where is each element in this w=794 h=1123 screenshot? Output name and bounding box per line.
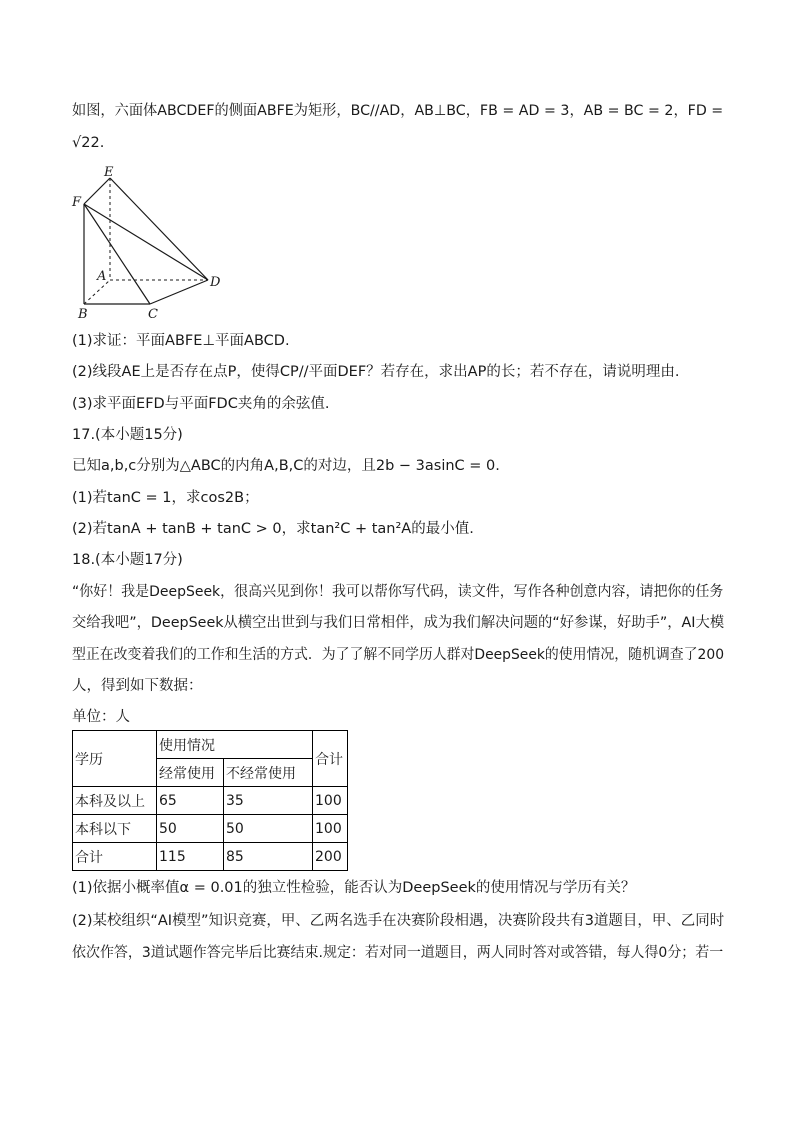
hexahedron-figure xyxy=(70,160,230,320)
table-cell: 本科以下 xyxy=(73,815,157,843)
table-cell: 115 xyxy=(157,843,224,871)
table-cell: 合计 xyxy=(73,843,157,871)
problem18-q1: (1)依据小概率值α = 0.01的独立性检验，能否认为DeepSeek的使用情况与学历有关？ xyxy=(72,880,636,896)
hexahedron-diagram xyxy=(70,160,230,320)
problem16-q1: (1)求证：平面ABFE⊥平面ABCD. xyxy=(72,333,290,349)
table-cell: 50 xyxy=(157,815,224,843)
subheader-frequent: 经常使用 xyxy=(157,759,224,787)
table-row xyxy=(73,787,348,815)
table-cell: 50 xyxy=(224,815,313,843)
table-header-row xyxy=(73,731,348,759)
problem17-q2: (2)若tanA + tanB + tanC > 0，求tan²C + tan²A的最小值. xyxy=(72,521,474,537)
label-B: B xyxy=(78,307,88,320)
problem16-intro-line1: 如图，六面体ABCDEF的侧面ABFE为矩形，BC//AD，AB⊥BC，FB = AD = 3，AB = BC = 2，FD = xyxy=(72,103,724,119)
header-usage: 使用情况 xyxy=(157,731,313,759)
table-cell: 65 xyxy=(157,787,224,815)
table-cell: 85 xyxy=(224,843,313,871)
problem18-q2-line2: 依次作答，3道试题作答完毕后比赛结束.规定：若对同一道题目，两人同时答对或答错，每人得0分；若一 xyxy=(72,945,724,961)
problem16-q2: (2)线段AE上是否存在点P，使得CP//平面DEF？若存在，求出AP的长；若不存在，请说明理由. xyxy=(72,364,680,380)
table-row xyxy=(73,843,348,871)
problem18-para-line3: 型正在改变着我们的工作和生活的方式．为了了解不同学历人群对DeepSeek的使用情况，随机调查了200 xyxy=(72,647,725,663)
label-A: A xyxy=(97,269,107,284)
label-D: D xyxy=(210,275,221,290)
problem18-para-line4: 人，得到如下数据： xyxy=(72,678,203,694)
problem17-statement: 已知a,b,c分别为△ABC的内角A,B,C的对边，且2b − 3asinC = 0. xyxy=(72,458,500,474)
label-E: E xyxy=(104,165,114,180)
table-cell: 35 xyxy=(224,787,313,815)
problem18-heading: 18.(本小题17分) xyxy=(72,552,183,568)
table-cell: 本科及以上 xyxy=(73,787,157,815)
label-C: C xyxy=(148,307,158,320)
problem18-para-line1: “你好！我是DeepSeek，很高兴见到你！我可以帮你写代码，读文件，写作各种创意内容，请把你的任务 xyxy=(72,584,724,600)
label-F: F xyxy=(72,195,82,210)
problem17-q1: (1)若tanC = 1，求cos2B； xyxy=(72,490,259,506)
table-cell: 100 xyxy=(313,787,348,815)
table-cell: 100 xyxy=(313,815,348,843)
table-unit-label: 单位：人 xyxy=(72,709,130,725)
subheader-infrequent: 不经常使用 xyxy=(224,759,313,787)
table-row xyxy=(73,815,348,843)
problem18-para-line2: 交给我吧”，DeepSeek从横空出世到与我们日常相伴，成为我们解决问题的“好参谋，好助手”，AI大模 xyxy=(72,615,725,631)
table-cell: 200 xyxy=(313,843,348,871)
problem16-intro-line2: √22. xyxy=(72,135,105,151)
usage-table xyxy=(72,730,348,871)
problem18-q2-line1: (2)某校组织“AI模型”知识竞赛，甲、乙两名选手在决赛阶段相遇，决赛阶段共有3道题目，甲、乙同时 xyxy=(72,913,725,929)
header-total: 合计 xyxy=(313,731,348,787)
problem16-q3: (3)求平面EFD与平面FDC夹角的余弦值. xyxy=(72,396,330,412)
problem17-heading: 17.(本小题15分) xyxy=(72,427,183,443)
header-education: 学历 xyxy=(73,731,157,787)
